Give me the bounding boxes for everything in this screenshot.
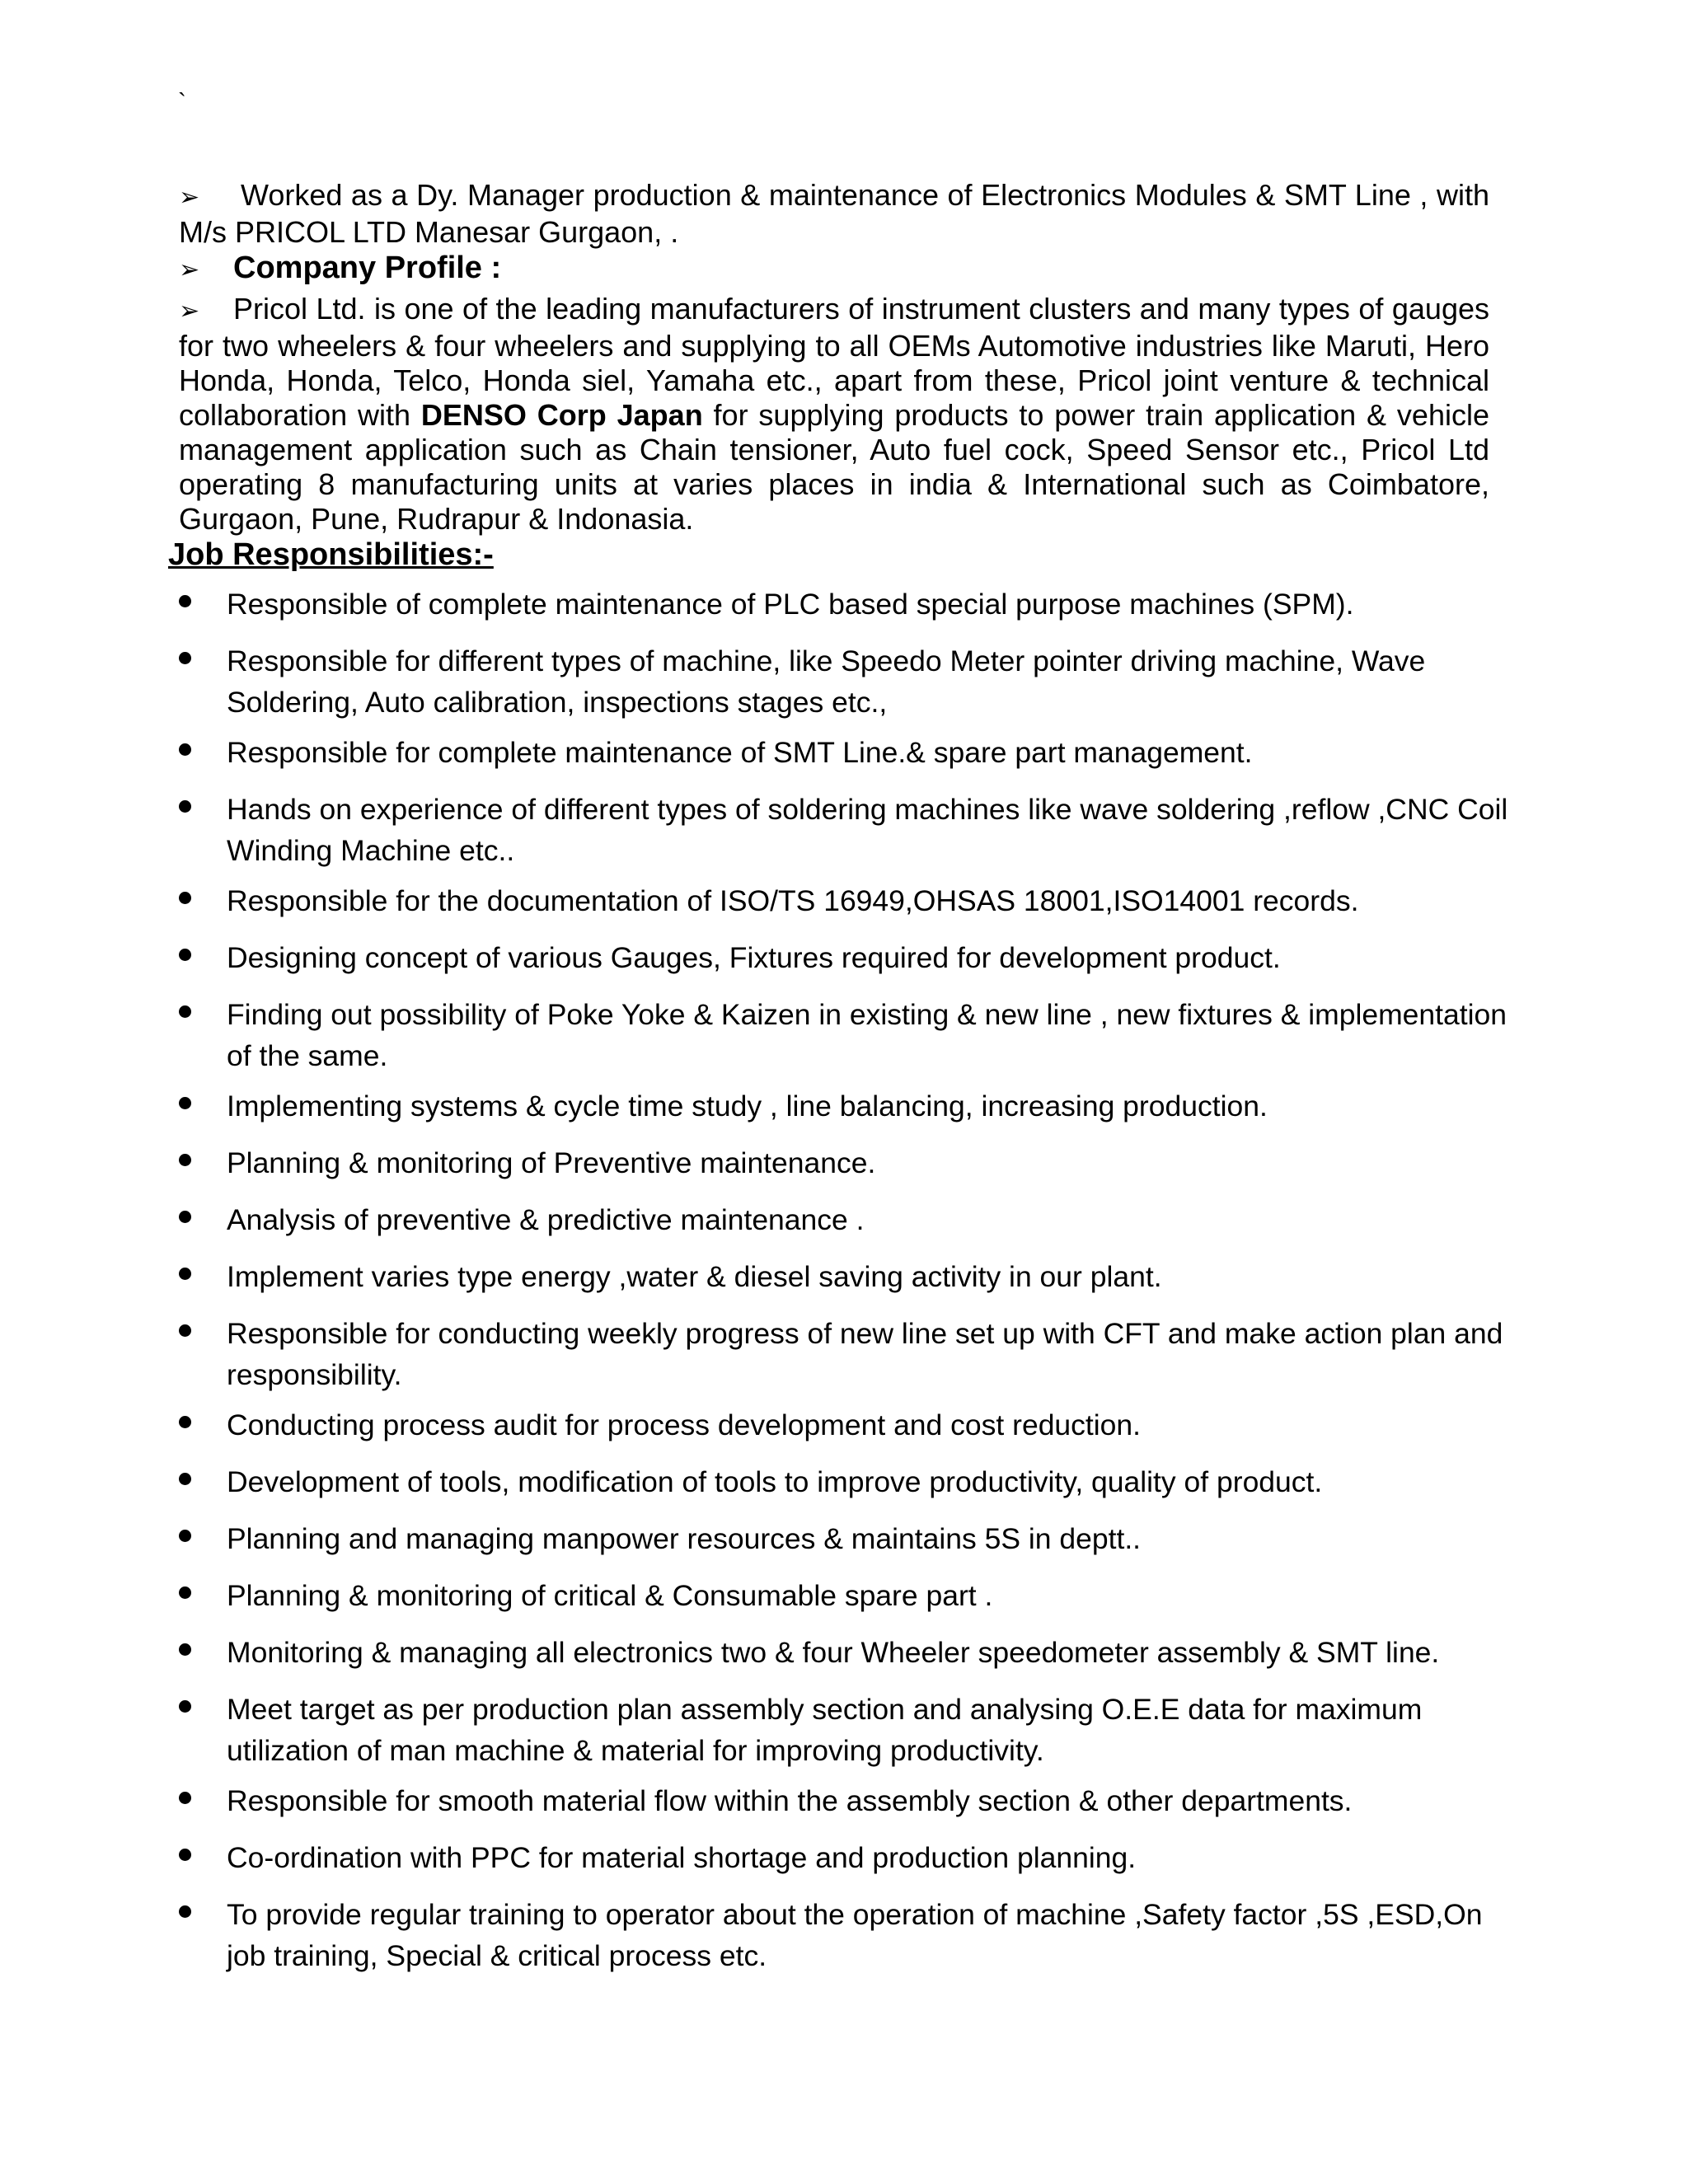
list-item-text: Implement varies type energy ,water & diesel saving activity in our plant. (227, 1260, 1162, 1293)
bullet-dot-icon (179, 1416, 191, 1428)
bullet-dot-icon (179, 1530, 191, 1542)
company-profile-text-after: for supplying products to power train application & vehicle management application such as Chain tensioner, Auto fuel cock, Speed Sensor etc., Pricol Ltd operating 8 manufacturing units at varies places in india & International such as Coimbatore, Gurgaon, Pune, Rudrapur & Indonasia. (179, 398, 1489, 536)
list-item-text: Responsible for the documentation of ISO/TS 16949,OHSAS 18001,ISO14001 records. (227, 884, 1359, 917)
bullet-dot-icon (179, 1586, 191, 1599)
list-item-text: Implementing systems & cycle time study , line balancing, increasing production. (227, 1090, 1268, 1122)
experience-text: Worked as a Dy. Manager production & maintenance of Electronics Modules & SMT Line , with M/s PRICOL LTD Manesar Gurgaon, . (179, 178, 1489, 249)
company-profile-heading (179, 249, 501, 289)
list-item-text: Planning & monitoring of critical & Consumable spare part . (227, 1579, 993, 1612)
bullet-dot-icon (179, 1643, 191, 1656)
list-item-text: Responsible for different types of machine, like Speedo Meter pointer driving machine, Wave Soldering, Auto calibration, inspections stages etc., (227, 644, 1426, 719)
bullet-dot-icon (179, 1792, 191, 1804)
list-item-text: Hands on experience of different types of soldering machines like wave soldering ,reflow ,CNC Coil Winding Machine etc.. (227, 793, 1508, 867)
company-profile-text-before: Pricol Ltd. is one of the leading manufacturers of instrument clusters and many types of gauges for two wheelers & four wheelers and supplying to all OEMs Automotive industries like Maruti, Hero Honda, Honda, Telco, Honda siel, Yamaha etc., apart from these, Pricol joint venture & technical collaboration with (179, 292, 1489, 432)
bullet-dot-icon (179, 1324, 191, 1337)
bullet-dot-icon (179, 1005, 191, 1018)
list-item-text: Planning & monitoring of Preventive maintenance. (227, 1146, 876, 1179)
company-profile-paragraph (179, 292, 1489, 537)
list-item-text: Responsible for complete maintenance of SMT Line.& spare part management. (227, 736, 1253, 769)
list-item-text: Planning and managing manpower resources & maintains 5S in deptt.. (227, 1522, 1142, 1555)
bullet-dot-icon (179, 1097, 191, 1109)
list-item-text: Co-ordination with PPC for material shortage and production planning. (227, 1841, 1137, 1874)
list-item-text: Finding out possibility of Poke Yoke & Kaizen in existing & new line , new fixtures & implementation of the same. (227, 998, 1507, 1072)
list-item-text: To provide regular training to operator about the operation of machine ,Safety factor ,5S ,ESD,On job training, Special & critical process etc. (227, 1898, 1483, 1972)
bullet-dot-icon (179, 1154, 191, 1166)
list-item-text: Responsible for smooth material flow within the assembly section & other departments. (227, 1784, 1353, 1817)
list-item-text: Meet target as per production plan assembly section and analysing O.E.E data for maximum utilization of man machine & material for improving productivity. (227, 1693, 1423, 1767)
bullet-dot-icon (179, 1700, 191, 1713)
list-item-text: Development of tools, modification of tools to improve productivity, quality of product. (227, 1465, 1323, 1498)
bullet-dot-icon (179, 595, 191, 607)
job-responsibilities-heading: Job Responsibilities:- (168, 537, 494, 572)
arrow-bullet-icon: ➢ (179, 297, 200, 326)
company-profile-partner: DENSO Corp Japan (420, 398, 703, 432)
experience-paragraph (179, 178, 1489, 250)
bullet-dot-icon (179, 1473, 191, 1485)
bullet-dot-icon (179, 892, 191, 904)
company-profile-title: Company Profile : (233, 251, 502, 285)
list-item-text: Responsible of complete maintenance of PLC based special purpose machines (SPM). (227, 588, 1354, 621)
bullet-dot-icon (179, 1268, 191, 1280)
list-item-text: Analysis of preventive & predictive maintenance . (227, 1203, 865, 1236)
arrow-bullet-icon: ➢ (179, 183, 200, 212)
arrow-bullet-icon: ➢ (179, 255, 200, 284)
bullet-dot-icon (179, 652, 191, 664)
bullet-dot-icon (179, 1905, 191, 1918)
bullet-dot-icon (179, 949, 191, 961)
bullet-dot-icon (179, 800, 191, 813)
page-marker: ` (178, 89, 186, 116)
list-item-text: Designing concept of various Gauges, Fixtures required for development product. (227, 941, 1281, 974)
bullet-dot-icon (179, 1849, 191, 1861)
list-item-text: Conducting process audit for process development and cost reduction. (227, 1408, 1142, 1441)
list-item-text: Responsible for conducting weekly progress of new line set up with CFT and make action plan and responsibility. (227, 1317, 1503, 1391)
bullet-dot-icon (179, 1211, 191, 1223)
list-item-text: Monitoring & managing all electronics two & four Wheeler speedometer assembly & SMT line. (227, 1636, 1440, 1669)
bullet-dot-icon (179, 743, 191, 756)
